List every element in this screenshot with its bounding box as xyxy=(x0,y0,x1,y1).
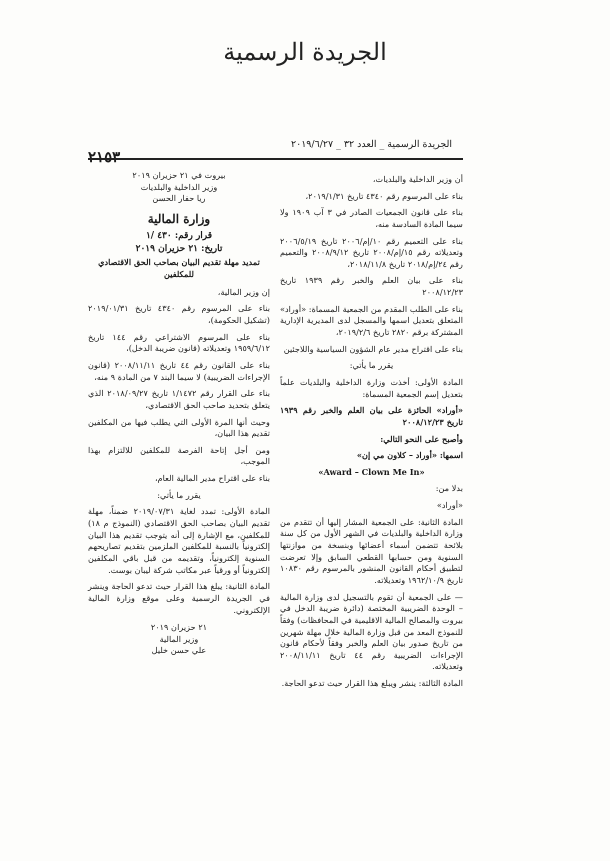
article-three: المادة الثالثة: ينشر ويبلغ هذا القرار حيث تدعو الحاجة. xyxy=(281,678,463,689)
paragraph: بناء على قانون الجمعيات الصادر في ٣ آب ١٩٠٩ ولا سيما المادة السادسة منه، xyxy=(280,207,463,229)
gazette-masthead: الجريدة الرسمية xyxy=(223,38,387,66)
association-name: اسمها: «أوراد – كلاون مي إن» xyxy=(356,450,463,461)
decides-heading: يقرر ما يأتي: xyxy=(157,489,201,500)
paragraph: «أوراد» xyxy=(436,500,463,511)
decision-date: تاريخ: ٢١ حزيران ٢٠١٩ xyxy=(135,243,223,254)
paragraph: «أوراد» الحائزة على بيان العلم والخبر رقم ١٩٣٩ تاريخ ٢٠٠٨/١٢/٢٣ xyxy=(280,405,463,427)
left-column xyxy=(88,170,270,657)
page-number: ٢١٥٣ xyxy=(88,148,121,166)
association-name-latin: «Award – Clown Me In» xyxy=(318,466,425,477)
paragraph: ومن أجل إتاحة الفرصة للمكلفين للالتزام بهذا الموجب، xyxy=(88,444,270,467)
paragraph: — على الجمعية أن تقوم بالتسجيل لدى وزارة المالية – الوحدة الضريبية المختصة (دائرة ضريبة الدخل في بيروت والمصالح المالية الاقليمية في المحافظات) وفقاً للنموذج المعد من قبل وزارة المالية خلال مهلة شهرين من تاريخ صدور بيان العلم والخبر وفقاً لأحكام قانون الإجراءات الضريبية رقم ٤٤ تاريخ ٢٠٠٨/١١/١١ وتعديلاته. xyxy=(280,591,463,672)
paragraph: بناء على الطلب المقدم من الجمعية المسماة: «أوراد» المتعلق بتعديل اسمها والمسجل لدى المديرية الإدارية المشتركة برقم ٢٨٢٠ تاريخ ٢٠١٩/٢/٦، xyxy=(280,303,463,338)
ministry-heading: وزارة المالية xyxy=(147,211,211,226)
paragraph: بناء على المرسوم الاشتراعي رقم ١٤٤ تاريخ ١٩٥٩/٦/١٢ وتعديلاته (قانون ضريبة الدخل)، xyxy=(88,331,270,354)
article-one: المادة الأولى: تمدد لغاية ٢٠١٩/٠٧/٣١ ضمناً، مهلة تقديم البيان بصاحب الحق الاقتصادي (النموذج م ١٨) للمكلفين، مع الإشارة إلى أنه يتوجب تقديم هذا البيان إلكترونياً بالنسبة للمكلفين الملزمين بتقديم تصاريحهم السنوية إلكترونياً، وتقديمه من قبل باقي المكلفين إلكترونياً أو ورقياً عبر مكاتب شركة ليبان بوست. xyxy=(88,506,270,575)
header-rule xyxy=(88,158,463,160)
paragraph: بناء على بيان العلم والخبر رقم ١٩٣٩ تاريخ ٢٠٠٨/١٢/٢٣ xyxy=(280,275,463,298)
right-column xyxy=(280,174,463,695)
signature-title: وزير المالية xyxy=(159,633,199,644)
signature-date: ٢١ حزيران ٢٠١٩ xyxy=(150,622,208,633)
paragraph: بناء على اقتراح مدير عام الشؤون السياسية واللاجئين xyxy=(283,343,463,354)
signature-name: ريا حفار الحسن xyxy=(152,193,206,204)
paragraph: أن وزير الداخلية والبلديات، xyxy=(372,174,463,184)
paragraph: بناء على القرار رقم ١/١٤٧٢ تاريخ ٢٠١٨/٠٩/٢٧ الذي يتعلق بتحديد صاحب الحق الاقتصادي، xyxy=(88,388,271,410)
signature-place-date: بيروت في ٢١ حزيران ٢٠١٩ xyxy=(132,170,226,180)
paragraph: بناء على القانون رقم ٤٤ تاريخ ٢٠٠٨/١١/١١ (قانون الإجراءات الضريبية) لا سيما البند ٧ من المادة ٩ منه، xyxy=(88,359,271,382)
paragraph: بدلا من: xyxy=(435,483,463,494)
article-one: المادة الأولى: أخذت وزارة الداخلية والبلديات علماً بتعديل إسم الجمعية المسماة: xyxy=(280,376,463,399)
signature-name: علي حسن خليل xyxy=(151,645,207,656)
paragraph: وحيث أنها المرة الأولى التي يطلب فيها من المكلفين تقديم هذا البيان، xyxy=(88,416,270,439)
paragraph: بناء على اقتراح مدير المالية العام، xyxy=(154,473,270,484)
article-two: المادة الثانية: على الجمعية المشار إليها أن تتقدم من وزارة الداخلية والبلديات في الشهر الأول من كل سنة بلائحة تتضمن أسماء أعضائها وبنسخة من موازنتها السنوية ومن حسابها القطعي السابق وإلا تعرضت لتطبيق أحكام القانون المنشور بالمرسوم رقم ١٠٨٣٠ تاريخ ١٩٦٢/١٠/٩ وتعديلاته. xyxy=(280,516,463,585)
paragraph: بناء على المرسوم رقم ٤٣٤٠ تاريخ ٢٠١٩/٠١/٣١ (تشكيل الحكومة)، xyxy=(88,303,270,326)
decision-number: قرار رقم: ٤٣٠ /١ xyxy=(145,230,213,241)
paragraph: وأصبح على النحو التالي: xyxy=(380,433,463,444)
article-two: المادة الثانية: يبلغ هذا القرار حيث تدعو الحاجة وينشر في الجريدة الرسمية وعلى موقع وزارة المالية الإلكتروني. xyxy=(88,581,270,615)
decides-heading: يقرر ما يأتي: xyxy=(349,360,394,371)
decision-subject: تمديد مهلة تقديم البيان بصاحب الحق الاقتصادي للمكلفين xyxy=(98,257,260,280)
paragraph: بناء على التعميم رقم ١٠/إم/٢٠٠٦ تاريخ ٢٠٠٦/٥/١٩ وتعديلاته رقم ١٥/إم/٢٠٠٨ تاريخ ٢٠٠٨/٩/١٢ والتعميم رقم ٢٤/إم/٢٠١٨ تاريخ ٢٠١٨/١١/٨، xyxy=(280,235,463,269)
signature-title: وزير الداخلية والبلديات xyxy=(140,181,218,192)
paragraph: بناء على المرسوم رقم ٤٣٤٠ تاريخ ٢٠١٩/١/٣١، xyxy=(305,190,463,201)
paragraph: إن وزير المالية، xyxy=(217,286,270,297)
running-head: الجريدة الرسمية _ العدد ٣٢ _ ٢٠١٩/٦/٢٧ xyxy=(290,139,452,150)
